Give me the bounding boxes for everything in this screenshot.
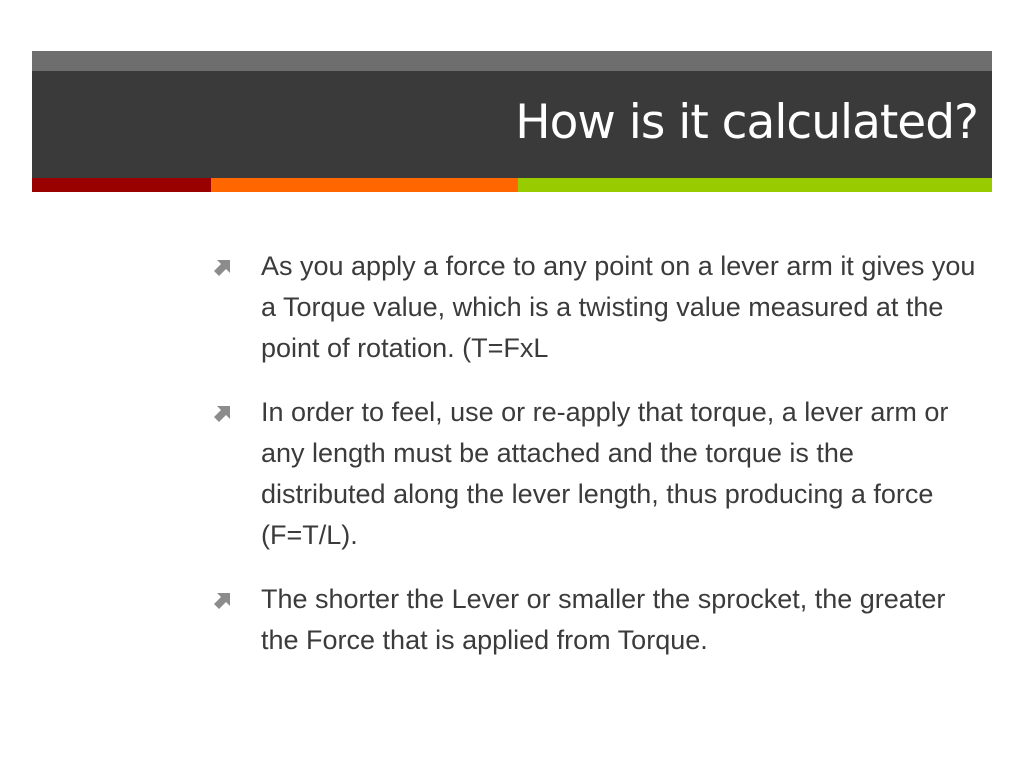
slide-title: How is it calculated? — [515, 95, 978, 150]
accent-bar — [32, 178, 992, 192]
bullet-list — [212, 246, 982, 684]
accent-segment-red — [32, 178, 211, 192]
bullet-item — [212, 579, 982, 661]
accent-segment-orange — [211, 178, 518, 192]
bullet-text: In order to feel, use or re-apply that torque, a lever arm or any length must be attached and the torque is the distributed along the lever length, thus producing a force (F=T/L). — [261, 397, 949, 550]
bullet-item — [212, 246, 982, 369]
diagonal-arrow-icon — [212, 256, 234, 278]
bullet-text: As you apply a force to any point on a lever arm it gives you a Torque value, which is a twisting value measured at the point of rotation. (T=FxL — [261, 251, 976, 363]
bullet-item — [212, 392, 982, 556]
title-bar — [32, 71, 992, 178]
accent-segment-green — [518, 178, 992, 192]
diagonal-arrow-icon — [212, 402, 234, 424]
bullet-text: The shorter the Lever or smaller the sprocket, the greater the Force that is applied from Torque. — [261, 584, 946, 655]
header-top-strip — [32, 51, 992, 71]
diagonal-arrow-icon — [212, 589, 234, 611]
